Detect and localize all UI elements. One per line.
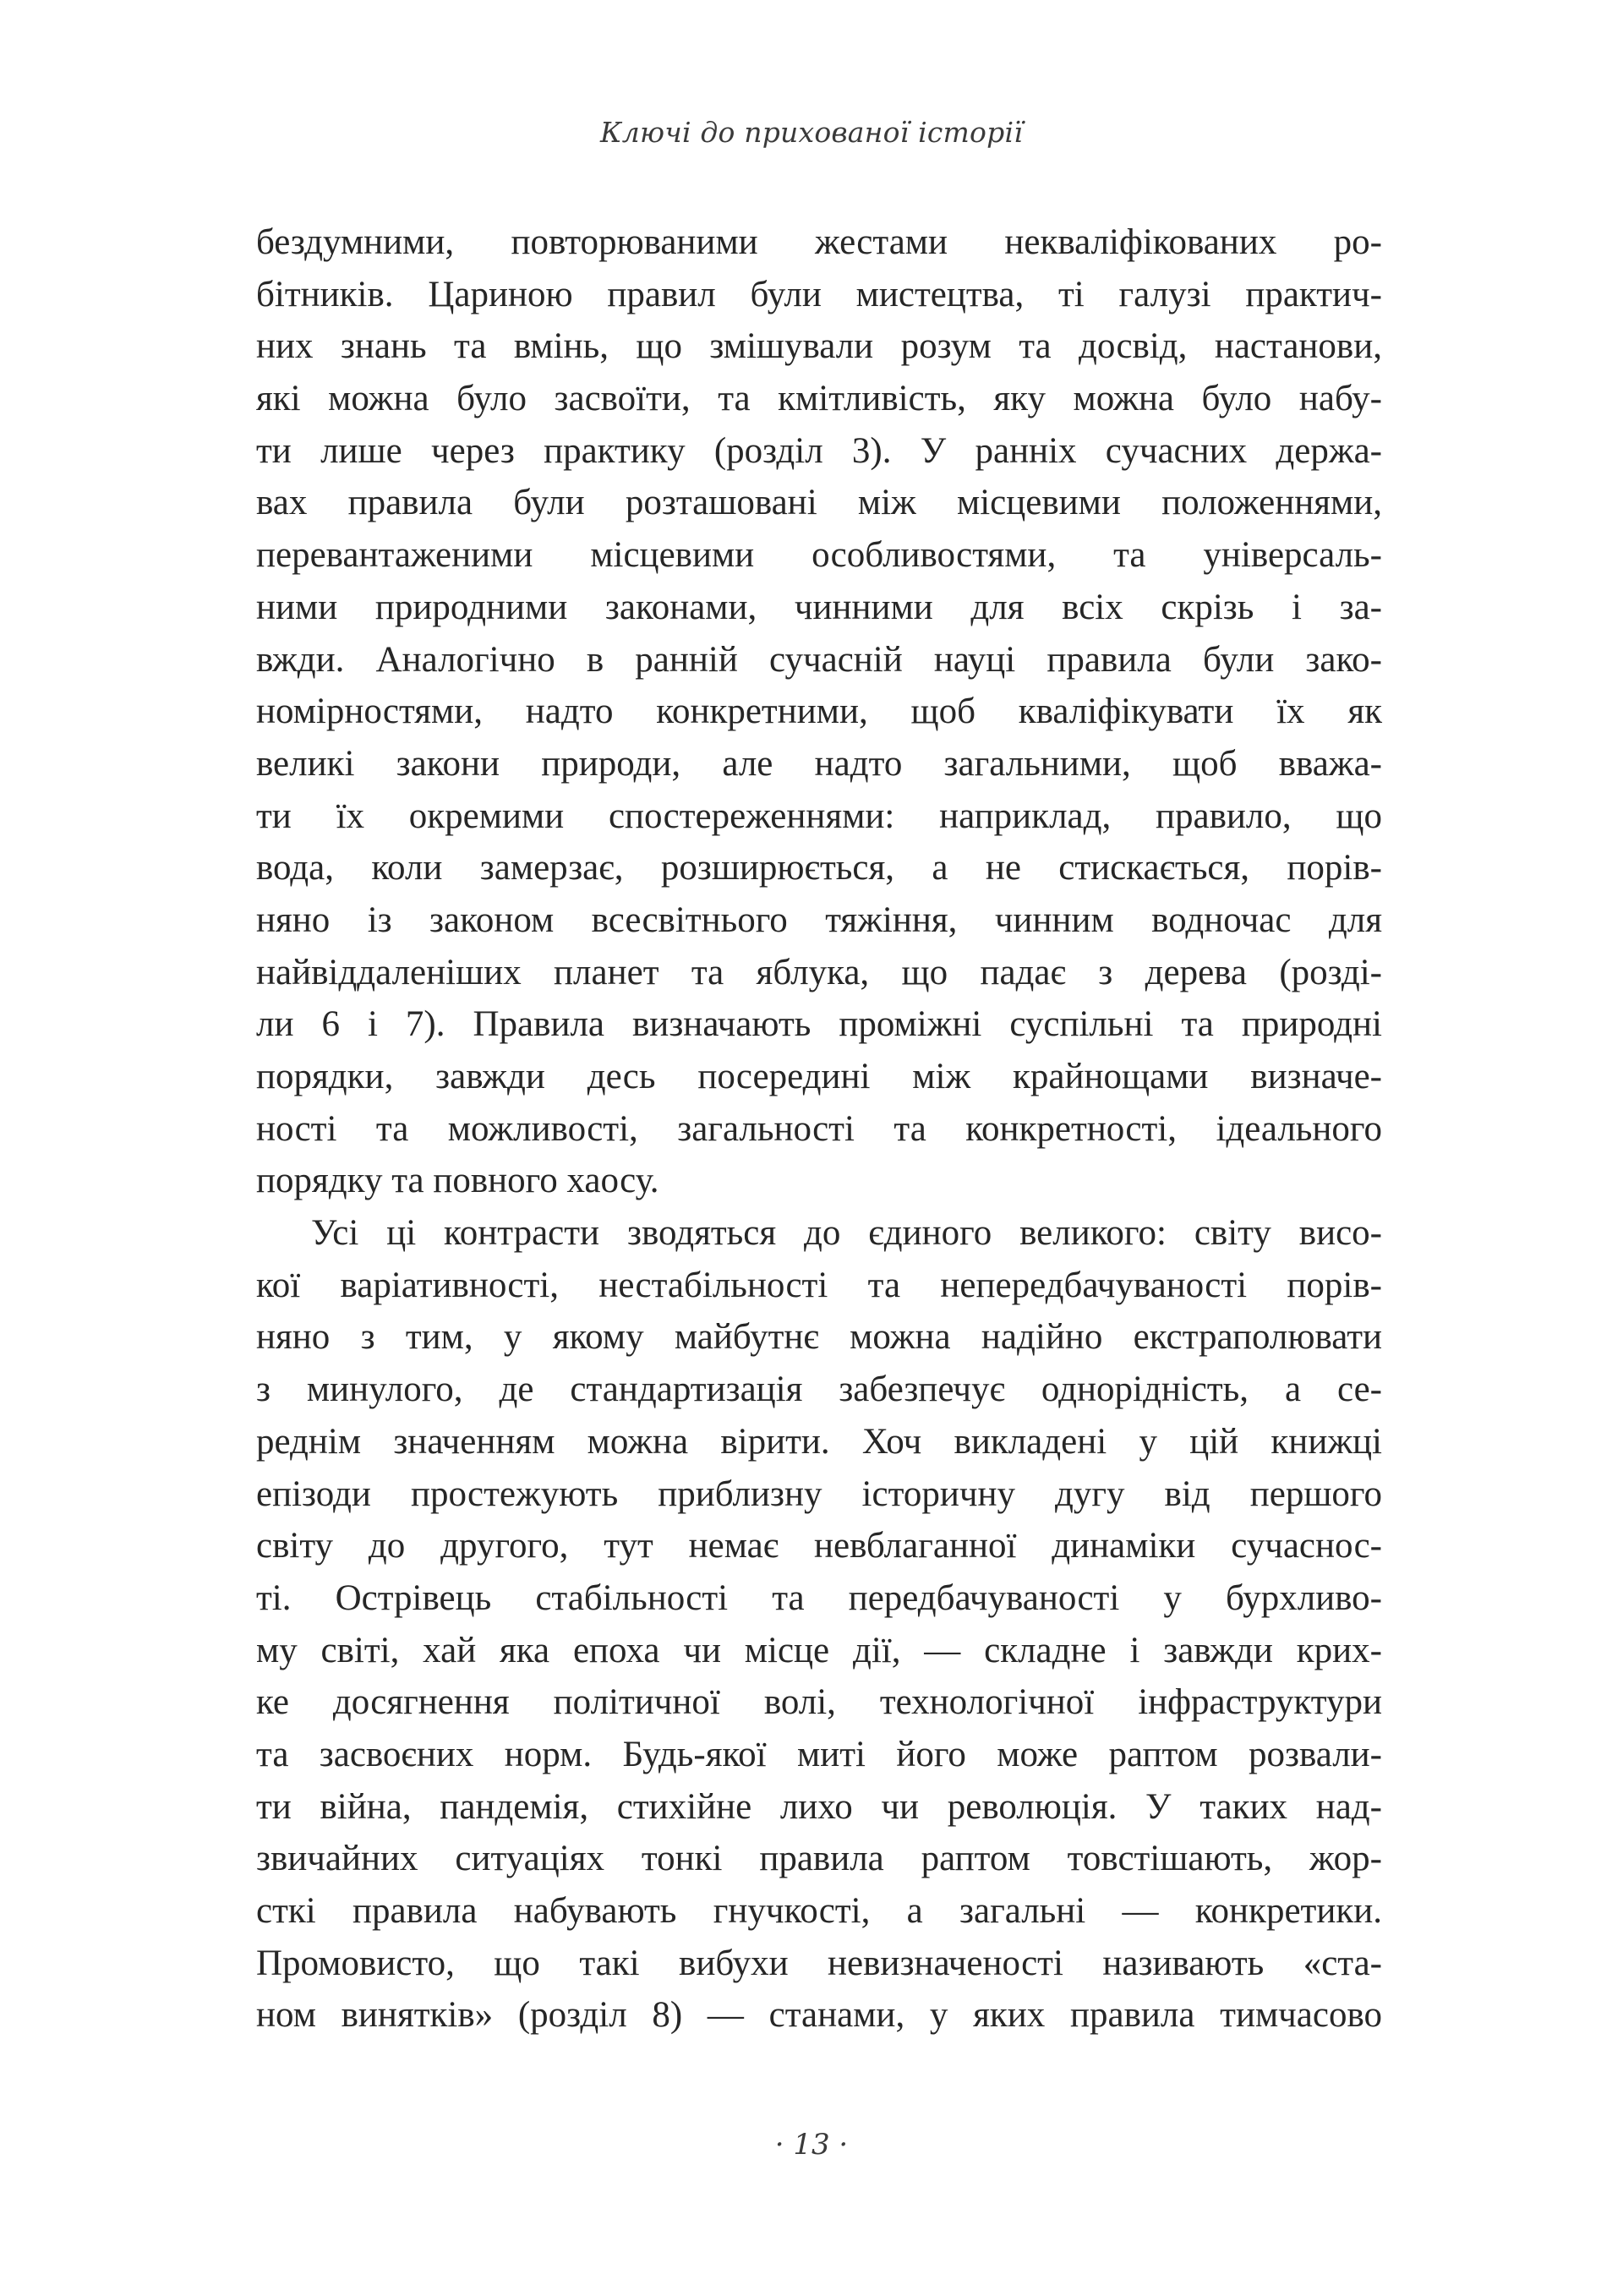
text-line: ти їх окремими спостереженнями: наприклад, правило, що xyxy=(256,795,1382,836)
text-line: Усі ці контрасти зводяться до єдиного великого: світу висо- xyxy=(311,1213,1382,1254)
text-line: з минулого, де стандартизація забезпечує однорідність, а се- xyxy=(256,1369,1382,1410)
body-text xyxy=(256,216,1382,2042)
text-line: великі закони природи, але надто загальними, щоб вважа- xyxy=(256,743,1382,784)
page-number: · 13 · xyxy=(774,2128,849,2162)
text-line: найвіддаленіших планет та яблука, що падає з дерева (розді- xyxy=(256,952,1382,992)
text-line: ти війна, пандемія, стихійне лихо чи революція. У таких над- xyxy=(256,1786,1382,1827)
text-line: Промовисто, що такі вибухи невизначеності називають «ста- xyxy=(256,1943,1382,1983)
text-line: реднім значенням можна вірити. Хоч викладені у цій книжці xyxy=(256,1421,1382,1462)
text-line: ними природними законами, чинними для всіх скрізь і за- xyxy=(256,587,1382,627)
text-line: ності та можливості, загальності та конкретності, ідеального xyxy=(256,1108,1382,1149)
text-line: номірностями, надто конкретними, щоб кваліфікувати їх як xyxy=(256,692,1382,732)
text-line: вода, коли замерзає, розширюється, а не стискається, порів- xyxy=(256,848,1382,888)
text-line: му світі, хай яка епоха чи місце дії, — складне і завжди крих- xyxy=(256,1630,1382,1670)
text-line: ли 6 і 7). Правила визначають проміжні суспільні та природні xyxy=(256,1004,1382,1045)
text-line: кої варіативності, нестабільності та непередбачуваності порів- xyxy=(256,1265,1382,1305)
paragraph xyxy=(256,216,1382,1207)
text-line: няно із законом всесвітнього тяжіння, чинним водночас для xyxy=(256,899,1382,940)
text-line: ти лише через практику (розділ 3). У ранніх сучасних держа- xyxy=(256,430,1382,471)
text-line: ном винятків» (розділ 8) — станами, у яких правила тимчасово xyxy=(256,1995,1382,2036)
text-line: порядку та повного хаосу. xyxy=(256,1161,659,1201)
text-line: бітників. Цариною правил були мистецтва, ті галузі практич- xyxy=(256,274,1382,314)
text-line: вах правила були розташовані між місцевими положеннями, xyxy=(256,483,1382,523)
text-line: світу до другого, тут немає невблаганної динаміки сучаснос- xyxy=(256,1526,1382,1566)
text-line: няно з тим, у якому майбутнє можна надійно екстраполювати xyxy=(256,1317,1382,1358)
text-line: них знань та вмінь, що змішували розум та досвід, настанови, xyxy=(256,326,1382,367)
text-line: звичайних ситуаціях тонкі правила раптом товстішають, жор- xyxy=(256,1839,1382,1879)
text-line: бездумними, повторюваними жестами некваліфікованих ро- xyxy=(256,222,1382,262)
paragraph xyxy=(256,1207,1382,2042)
text-line: порядки, завжди десь посередині між крайнощами визначе- xyxy=(256,1057,1382,1096)
text-line: та засвоєних норм. Будь-якої миті його може раптом розвали- xyxy=(256,1734,1382,1774)
text-line: вжди. Аналогічно в ранній сучасній науці правила були зако- xyxy=(256,639,1382,680)
text-line: ті. Острівець стабільності та передбачуваності у бурхливо- xyxy=(256,1577,1382,1618)
text-line: перевантаженими місцевими особливостями, та універсаль- xyxy=(256,535,1382,576)
running-head: Ключі до прихованої історії xyxy=(600,116,1023,149)
text-line: ке досягнення політичної волі, технологічної інфраструктури xyxy=(256,1682,1382,1723)
text-line: які можна було засвоїти, та кмітливість, яку можна було набу- xyxy=(256,379,1382,419)
text-line: епізоди простежують приблизну історичну дугу від першого xyxy=(256,1473,1382,1514)
text-line: сткі правила набувають гнучкості, а загальні — конкретики. xyxy=(256,1891,1382,1931)
